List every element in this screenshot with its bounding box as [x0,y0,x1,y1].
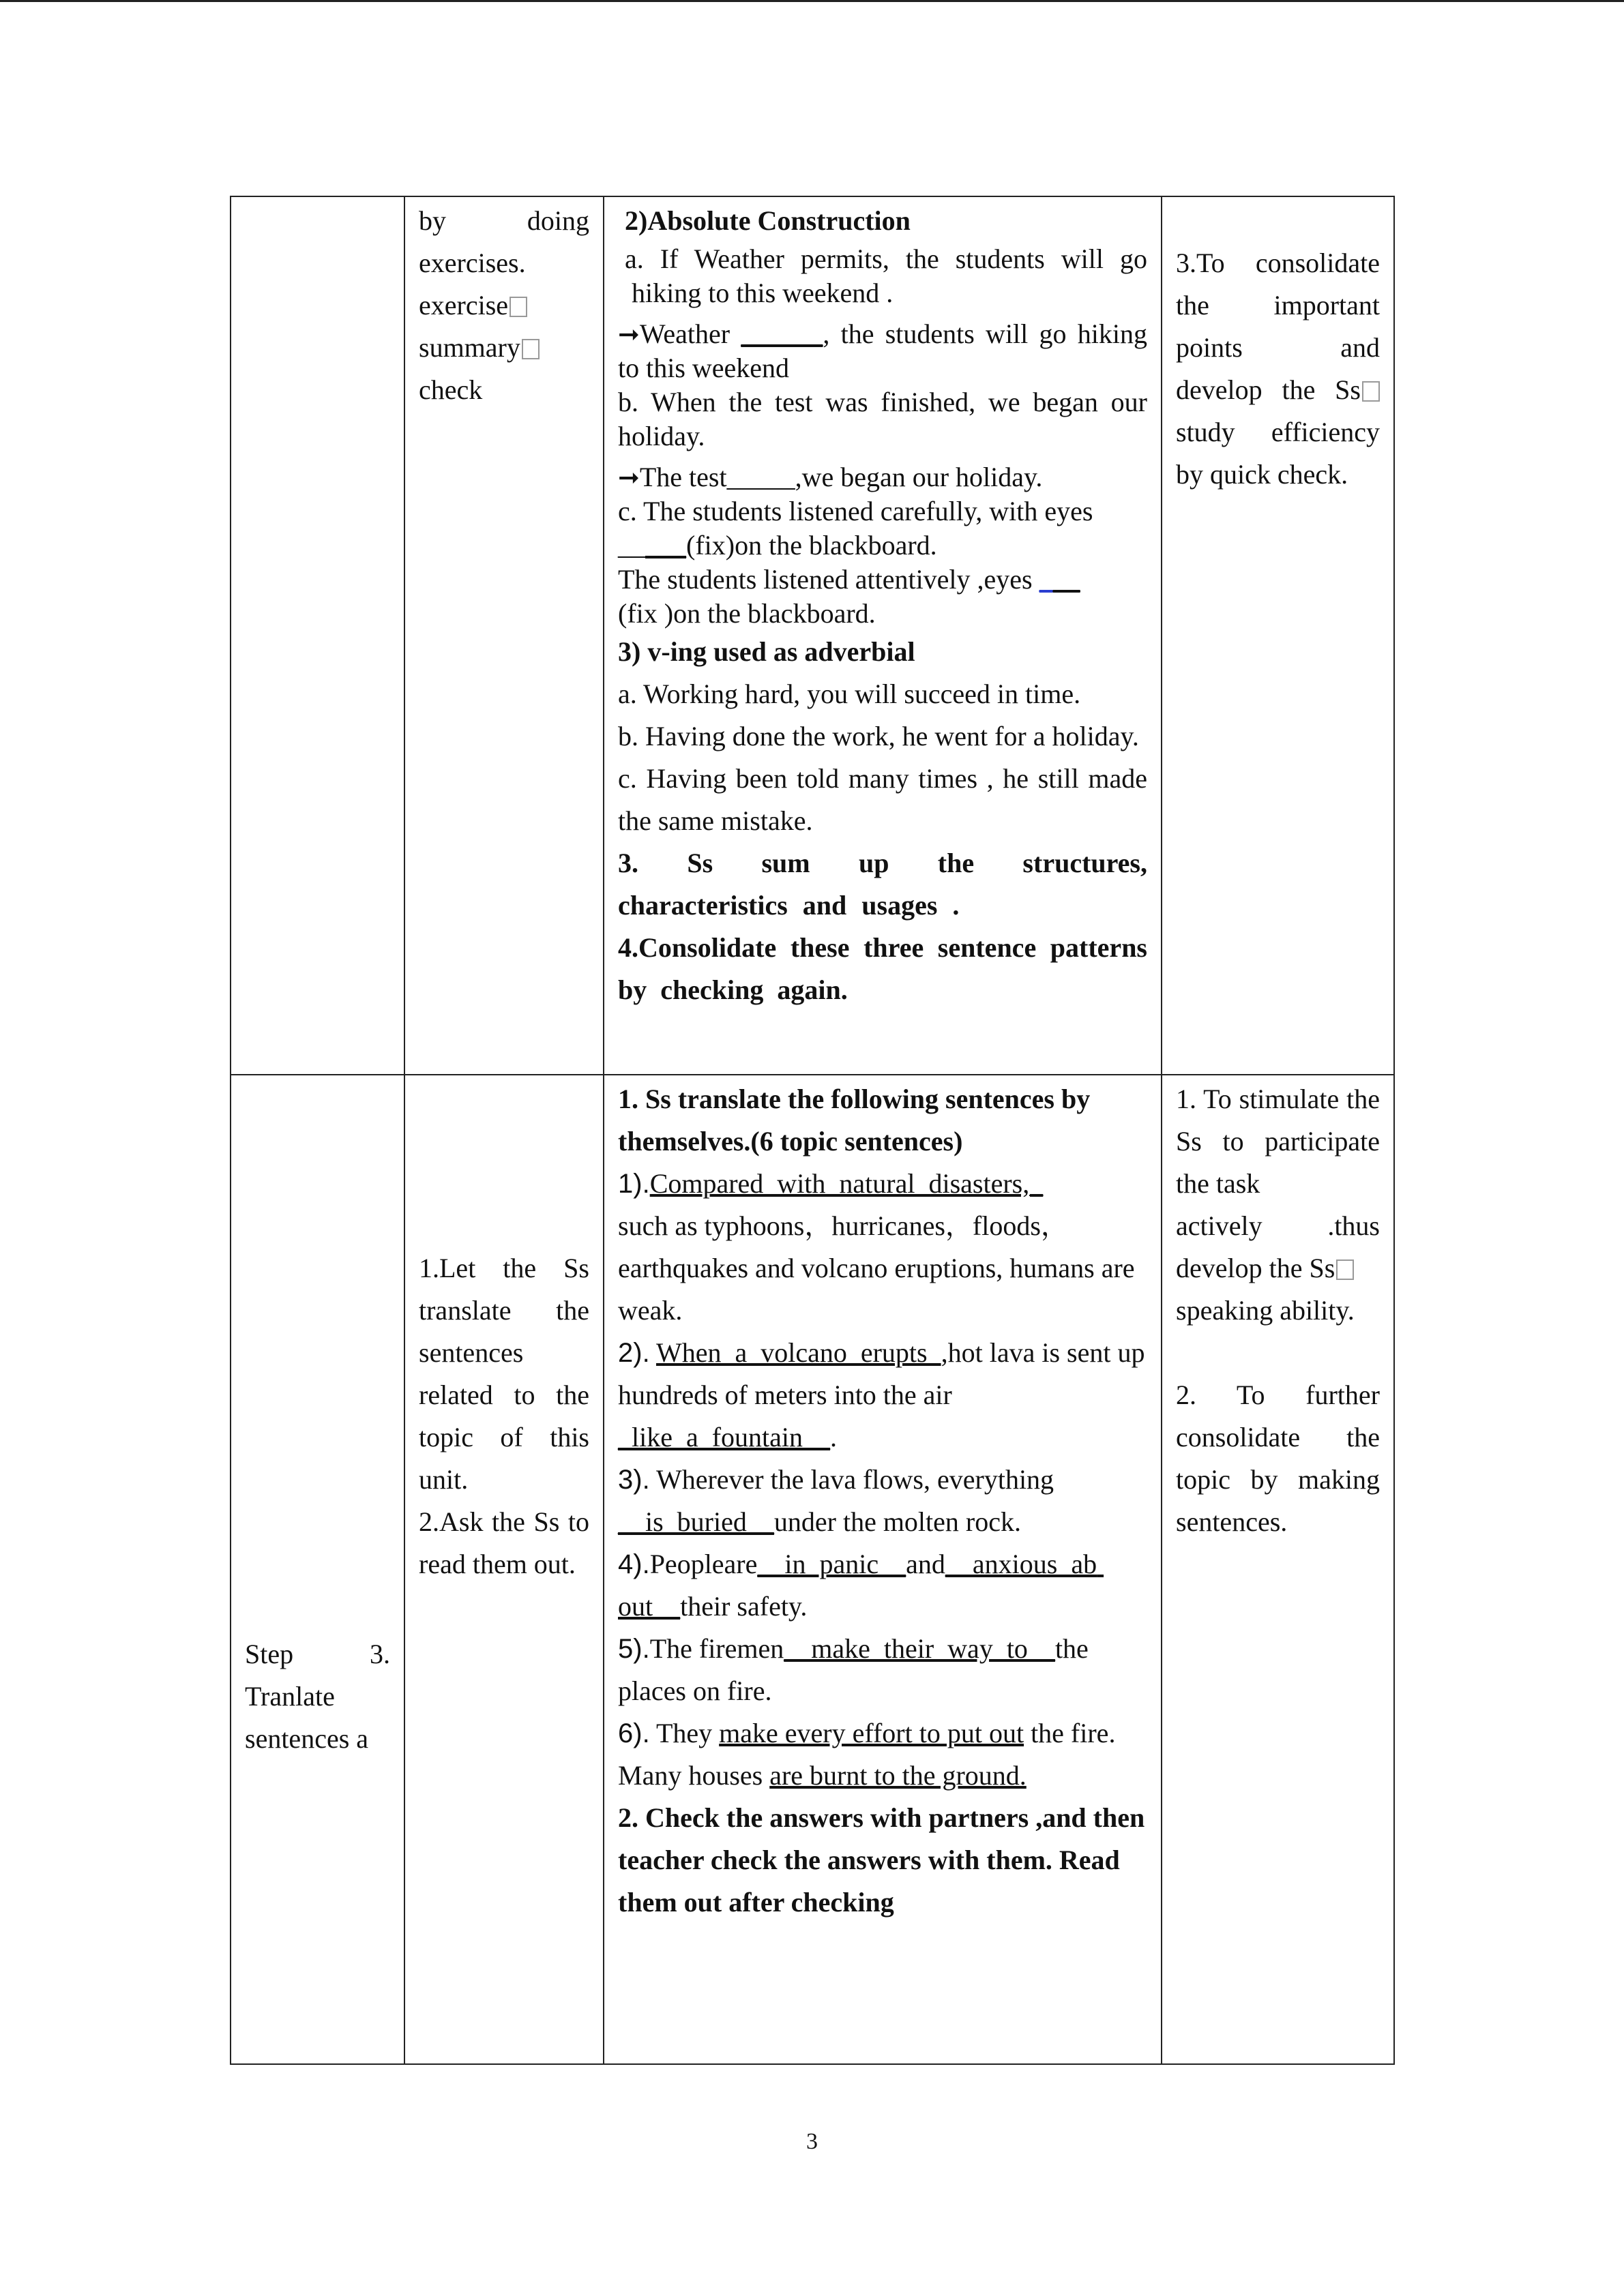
item-number: 4). [618,1549,650,1579]
method-text: exercise [419,290,509,320]
sentence-part: , the students will go hiking to this weekend [618,318,1148,383]
answer-underline: __make their way to__ [784,1633,1055,1664]
example-sentence: a. If Weather permits, the students will go hiking to this weekend . [625,243,1147,308]
sentence-part: their safety. [680,1591,808,1622]
step-instruction: 4.Consolidate these three sentence patterns by checking again. [618,932,1147,1005]
fill-blank: _____ [726,462,795,492]
answer-underline: _like a fountain__ [618,1422,831,1452]
arrow-right-icon: ➞ [618,462,640,492]
item-number: 2). [618,1338,650,1368]
sentence-part: Weather [639,318,741,349]
method-paragraph: 2.Ask the Ss to read them out. [419,1506,589,1579]
fill-blank: __ [618,530,645,561]
sentence-part: c. The students listened carefully, with eyes [618,496,1093,526]
item-number: 3). [618,1465,650,1495]
purpose-paragraph [1176,1205,1380,1289]
purpose-part: 3.To consolidate the important points and develop the Ss [1176,248,1380,405]
sentence-part: such as typhoons，hurricanes，floods，earthquakes and volcano eruptions, humans are weak. [618,1210,1135,1326]
step-label-line: Tranlate [245,1680,335,1712]
answer-underline: __in panic__ [757,1549,906,1579]
activity-cell [604,196,1175,1075]
purpose-part: study efficiency by quick check. [1176,417,1380,490]
step-instruction: 1. Ss translate the following sentences by themselves.(6 topic sentences) [618,1084,1091,1157]
table-row [231,1075,1394,2064]
fill-blank: ______ [741,318,823,349]
translation-sentence [618,1459,1147,1543]
translation-sentence [618,1543,1147,1628]
step-instruction: 3. Ss sum up the structures, characteristics and usages . [618,848,1147,921]
sentence-part: ,we began our holiday. [795,462,1043,492]
example-sentence: a. Working hard, you will succeed in time. [618,679,1081,709]
step-instruction: 2. Check the answers with partners ,and then teacher check the answers with them. Read them out after checking [618,1802,1145,1918]
missing-glyph-icon [510,297,527,317]
sentence-part: the fire. Many houses [618,1718,1116,1791]
sentence-part: They [649,1718,720,1748]
sentence-part: the places on fire. [618,1633,1089,1706]
item-number: 5). [618,1634,650,1664]
step-cell-empty [231,196,404,1075]
example-sentence: b. Having done the work, he went for a holiday. [618,721,1139,751]
sentence-part: The test [639,462,727,492]
method-line [419,284,589,327]
item-number: 1). [618,1169,650,1199]
method-cell [404,196,604,1075]
sentence-part: Peopleare [649,1549,758,1579]
method-line [419,327,589,369]
translation-sentence [618,1332,1147,1459]
sentence-part: The students listened attentively ,eyes [618,564,1039,595]
method-cell [404,1075,604,2064]
example-sentence [618,317,1147,385]
lesson-plan-table [230,196,1395,2065]
purpose-paragraph: speaking ability. [1176,1295,1355,1326]
sentence-part: The firemen [649,1633,784,1664]
sentence-part: ,hot lava is sent up hundreds of meters into the air [618,1337,1145,1410]
purpose-paragraph: 1. To stimulate the Ss to participate the task [1176,1084,1380,1199]
translation-sentence [618,1163,1147,1332]
purpose-paragraph: 2. To further consolidate the topic by making sentences. [1176,1380,1380,1537]
missing-glyph-icon [522,339,540,359]
translation-sentence [618,1712,1147,1797]
method-text: summary [419,332,520,363]
answer-underline: __is buried__ [618,1506,774,1537]
table-row [231,196,1394,1075]
method-line: exercises. [419,248,526,278]
example-sentence: c. Having been told many times , he still made the same mistake. [618,763,1175,836]
page-number: 3 [806,2129,818,2154]
sentence-part: Wherever the lava flows, everything [649,1464,1054,1495]
step-label-line: sentences a [245,1723,369,1754]
sentence-part: (fix)on the blackboard. [686,530,937,561]
fill-blank: ___ [645,530,686,561]
step-label-line [245,1633,390,1675]
purpose-cell [1162,1075,1394,2064]
step-word: Step [245,1638,294,1669]
arrow-right-icon: ➞ [618,319,640,349]
missing-glyph-icon [1336,1259,1354,1280]
method-paragraph: 1.Let the Ss translate the sentences related to the topic of this unit. [419,1253,589,1495]
translation-sentence [618,1628,1147,1712]
answer-underline: __anxious ab out__ [618,1549,1104,1622]
method-word: by [419,205,446,236]
fill-blank: _ [1039,564,1053,595]
answer-underline: are burnt to the ground. [769,1760,1027,1791]
purpose-part: actively .thus develop the Ss [1176,1210,1380,1283]
page-top-border [0,0,1624,2]
sentence-part: (fix )on the blackboard. [618,598,876,629]
purpose-cell [1162,196,1394,1075]
example-sentence [618,460,1147,494]
section-heading: 2)Absolute Construction [625,205,911,236]
answer-underline: make every effort to put out [719,1718,1024,1748]
answer-underline: When a volcano erupts [655,1337,941,1368]
method-line: check [419,374,483,405]
sentence-part: . [830,1422,838,1452]
method-text [419,1247,589,1585]
missing-glyph-icon [1362,381,1380,402]
section-heading: 3) v-ing used as adverbial [618,636,915,667]
step-word: 3. [370,1638,390,1669]
example-sentence [618,494,1147,563]
example-sentence [618,563,1147,631]
item-number: 6). [618,1718,650,1748]
activity-cell [604,1075,1162,2064]
method-word: doing [527,205,589,236]
step-label [245,1633,390,1760]
sentence-part: and [906,1549,945,1579]
fill-blank: __ [1052,564,1080,595]
step-cell [231,1075,404,2064]
method-line [419,200,589,242]
answer-underline: Compared with natural disasters,_ [649,1168,1044,1199]
paragraph-gap [1176,1332,1380,1374]
example-sentence: b. When the test was finished, we began our holiday. [618,387,1147,451]
purpose-text [1176,242,1380,496]
sentence-part: under the molten rock. [773,1506,1021,1537]
